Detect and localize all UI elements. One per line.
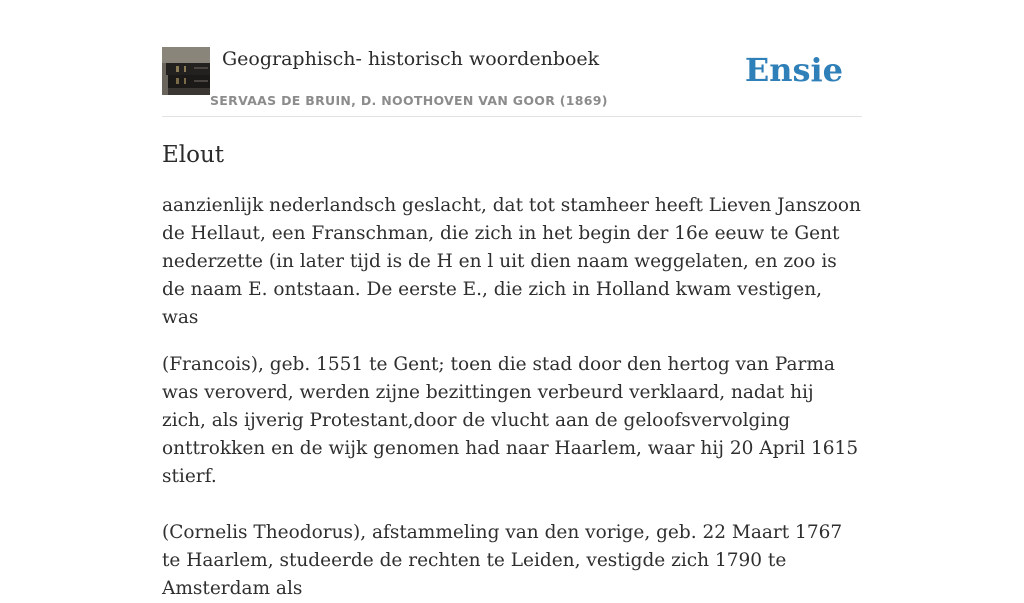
book-title[interactable]: Geographisch- historisch woordenboek xyxy=(222,48,600,70)
entry-paragraph: (Cornelis Theodorus), afstammeling van den vorige, geb. 22 Maart 1767 te Haarlem, studeerde de rechten te Leiden, vestigde zich 1790 te Amsterdam als xyxy=(162,522,843,599)
book-authors: SERVAAS DE BRUIN, D. NOOTHOVEN VAN GOOR (1869) xyxy=(210,93,608,108)
entry-content xyxy=(162,192,862,603)
book-cover-icon[interactable] xyxy=(162,47,210,95)
book-header xyxy=(162,46,862,117)
entry-title: Elout xyxy=(162,142,225,168)
brand-logo[interactable]: Ensie xyxy=(744,51,843,89)
entry-paragraph: (Francois), geb. 1551 te Gent; toen die stad door den hertog van Parma was veroverd, werden zijne bezittingen verbeurd verklaard, nadat hij zich, als ijverig Protestant,door de vlucht aan de geloofsvervolging onttrokken en de wijk genomen had naar Haarlem, waar hij 20 April 1615 stierf. xyxy=(162,354,859,487)
entry-paragraph: aanzienlijk nederlandsch geslacht, dat tot stamheer heeft Lieven Janszoon de Hellaut, een Franschman, die zich in het begin der 16e eeuw te Gent nederzette (in later tijd is de H en l uit dien naam weggelaten, en zoo is de naam E. ontstaan. De eerste E., die zich in Holland kwam vestigen, was xyxy=(162,195,861,328)
